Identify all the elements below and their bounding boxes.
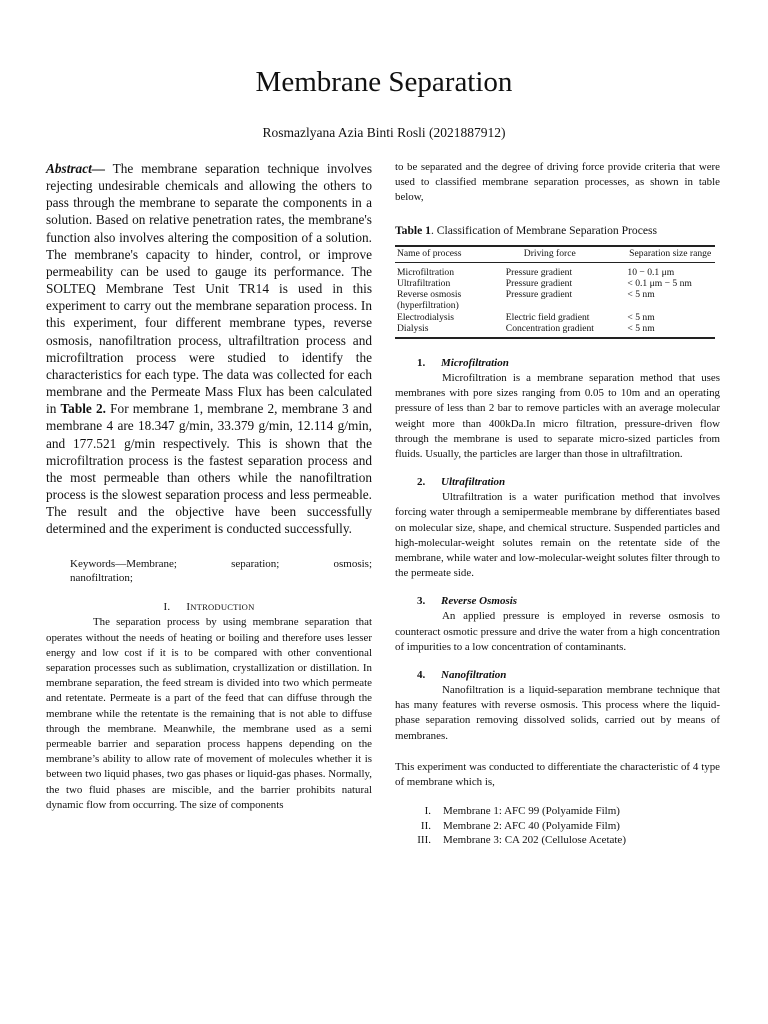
subsection-title: Microfiltration	[441, 357, 509, 370]
table-cell: Ultrafiltration	[397, 278, 451, 290]
table-cell: Dialysis	[395, 323, 504, 338]
abstract-text-1: The membrane separation technique involves rejecting undesirable chemicals and allowing the others to pass through the membrane to separate the components in a solution. Based on relative penetration rates, the membrane's function also involves altering the composition of a solution. The membrane's capacity to hinder, control, or improve permeability can be used to gauge its performance. The SOLTEQ Membrane Test Unit TR14 is used in this experiment to carry out the membrane separation process. In this experiment, four different membrane types, reverse osmosis, nanofiltration process, ultrafiltration process and microfiltration process were studied to identify the characteristics for each type. The data was collected for each membrane and the Permeate Mass Flux has been calculated in	[46, 161, 372, 417]
list-text: Membrane 2: AFC 40 (Polyamide Film)	[443, 819, 620, 832]
list-item	[395, 804, 720, 819]
subsection-heading	[417, 357, 720, 369]
abstract	[46, 160, 372, 537]
table-cell: < 5 nm	[625, 323, 715, 338]
subsection-heading	[417, 669, 720, 681]
table-header-cell: Driving force	[504, 246, 626, 263]
subsection-nanofiltration	[395, 669, 720, 744]
table-cell: Electric field gradient	[505, 311, 590, 323]
table-header-row	[395, 246, 715, 263]
section-heading-introduction	[46, 601, 372, 613]
list-text: Membrane 1: AFC 99 (Polyamide Film)	[443, 805, 620, 818]
subsection-title: Ultrafiltration	[441, 476, 506, 489]
author-line: Rosmazlyana Azia Binti Rosli (2021887912)	[262, 125, 506, 140]
heading-rest: NTRODUCTION	[190, 602, 255, 613]
list-numeral: II.	[420, 819, 431, 832]
experiment-intro: This experiment was conducted to differentiate the characteristic of 4 type of membrane which is,	[395, 760, 720, 789]
keywords-line-2: nanofiltration;	[70, 572, 133, 585]
table-cell: Concentration gradient	[504, 323, 626, 338]
table-cell: < 5 nm	[627, 311, 655, 323]
subsection-microfiltration	[395, 357, 720, 462]
table-cell: Pressure gradient	[505, 289, 573, 301]
table-cell: < 0.1 μm − 5 nm	[627, 278, 692, 290]
abstract-text-2: For membrane 1, membrane 2, membrane 3 and membrane 4 are 18.347 g/min, 33.379 g/min, 12.114 g/min, and 177.521 g/min respectively. This is shown that the microfiltration process is the fastest separation process and the most permeable than others while the nanofiltration process is the slowest separation process and less permeable. The result and the objective have been successfully determined and the experiment is conducted successfully.	[46, 401, 372, 537]
subsection-number: 1.	[417, 357, 426, 370]
subsection-number: 3.	[417, 595, 426, 608]
list-numeral: I.	[424, 805, 431, 818]
introduction-paragraph: The separation process by using membrane separation that operates without the needs of heating or boiling and therefore uses lesser energy and low cost if it is to be compared with other conventional separation processes such as sublimation, crystallization or distillation. In membrane separation, the feed stream is divided into two which permeate and retentate. Permeate is a part of the feed that can diffuse through the membrane while the retentate is the remaining that is not able to diffuse through the membrane. Meanwhile, the membrane used as a semi permeable barrier and separation process happens depending on the membrane’s ability to allow rate of movement of molecules whether it is between two liquid phases, two gas phases or liquid-gas phases. Normally, the two fluid phases are miscible, and the barrier prohibits natural dynamic flow from occurring. The size of components	[46, 616, 372, 811]
subsection-title: Reverse Osmosis	[441, 595, 518, 608]
subsection-reverse-osmosis	[395, 595, 720, 655]
table-header-cell: Separation size range	[625, 246, 715, 263]
heading-initial: I	[186, 601, 191, 614]
subsection-text: Nanofiltration is a liquid-separation membrane technique that has many features with reverse osmosis. This process where the liquid-phase separation removing dissolved solids, carried out by means of membranes.	[395, 684, 720, 742]
table-cell: Reverse osmosis (hyperfiltration)	[397, 289, 462, 312]
subsection-text: Microfiltration is a membrane separation method that uses membranes with pore sizes ranging from 0.05 to 10m and an operating pressure of less than 2 bar to remove particles with an average molecular weight more than 400kDa.In micro filtration, pressure-driven flow through the membrane is used to separate micro-sized particles from fluids. Usually, the particles are larger than those in ultrafiltration.	[395, 372, 720, 461]
table-cell: Microfiltration	[397, 266, 455, 278]
subsection-ultrafiltration	[395, 476, 720, 581]
keywords-line-1: Keywords—Membrane; separation; osmosis;	[70, 558, 372, 571]
intro-continuation: to be separated and the degree of driving force provide criteria that were used to classified membrane separation processes, as shown in table below,	[395, 161, 720, 204]
table-caption	[395, 224, 720, 237]
list-item	[395, 833, 720, 848]
list-numeral: III.	[417, 834, 431, 847]
table-cell: Pressure gradient	[505, 278, 573, 290]
subsection-heading	[417, 595, 720, 607]
table-caption-text: . Classification of Membrane Separation Process	[430, 223, 658, 237]
abstract-lead: Abstract—	[46, 161, 106, 176]
table-row	[395, 262, 715, 278]
list-text: Membrane 3: CA 202 (Cellulose Acetate)	[443, 834, 626, 847]
left-column	[46, 160, 372, 813]
subsection-number: 2.	[417, 476, 426, 489]
table-cell: Electrodialysis	[397, 311, 455, 323]
table-caption-label: Table 1	[395, 223, 431, 237]
subsection-number: 4.	[417, 669, 426, 682]
subsection-text: An applied pressure is employed in reverse osmosis to counteract osmotic pressure and drive the water from a high concentration of impurities to a low concentration of contaminants.	[395, 610, 720, 653]
table-row	[395, 289, 715, 311]
table-cell: < 5 nm	[627, 289, 655, 301]
abstract-table-ref: Table 2.	[60, 401, 106, 417]
section-numeral: I.	[163, 601, 171, 614]
subsection-text: Ultrafiltration is a water purification method that involves forcing water through a semipermeable membrane by differentiates based on molecular size, shape, and chemical structure. Suspended particles and high-molecular-weight solutes remain on the retentate side of the membrane, while water and low-molecular-weight solutes filter through to the permeate side.	[395, 491, 720, 580]
table-row	[395, 323, 715, 338]
classification-table	[395, 245, 715, 339]
table-header-cell: Name of process	[395, 246, 504, 263]
keywords	[70, 557, 372, 585]
right-column	[395, 160, 720, 848]
table-row	[395, 278, 715, 289]
list-item	[395, 819, 720, 834]
membrane-list	[395, 804, 720, 848]
subsection-title: Nanofiltration	[441, 669, 507, 682]
table-cell: 10 − 0.1 μm	[627, 266, 675, 278]
table-row	[395, 312, 715, 323]
paper-title: Membrane Separation	[255, 66, 513, 98]
subsection-heading	[417, 476, 720, 488]
table-cell: Pressure gradient	[505, 266, 573, 278]
